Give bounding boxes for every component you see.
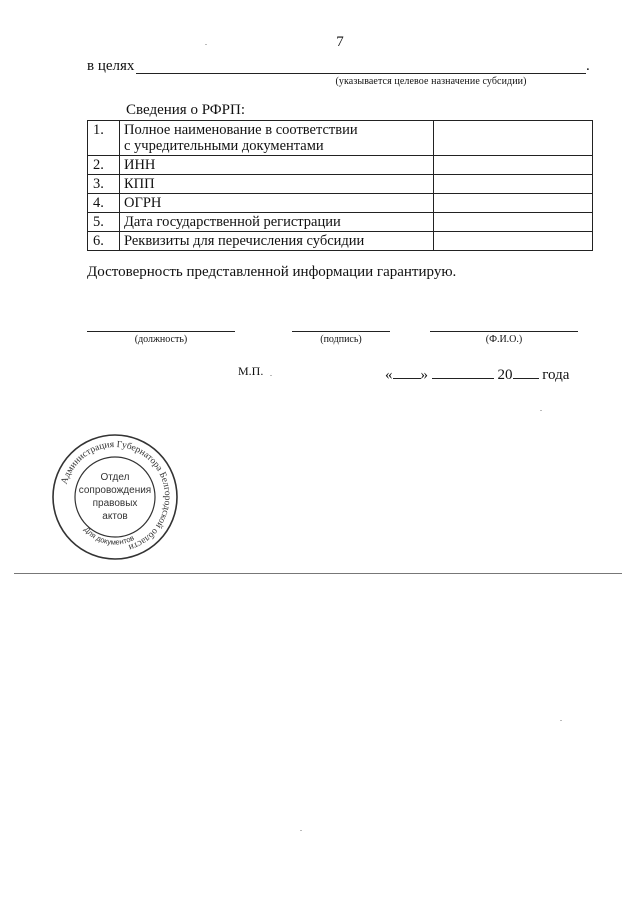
name-signature-line xyxy=(430,331,578,332)
row-value-cell xyxy=(434,175,593,194)
row-number: 6. xyxy=(88,232,120,251)
date-day-blank xyxy=(393,366,421,379)
official-stamp xyxy=(50,432,180,562)
row-label xyxy=(119,232,433,251)
signature-caption: (подпись) xyxy=(320,334,362,345)
row-label-line: Дата государственной регистрации xyxy=(123,214,341,230)
scan-speck xyxy=(205,44,207,45)
scan-speck xyxy=(270,375,272,376)
table-row xyxy=(88,156,593,175)
stamp-place-label: М.П. xyxy=(238,364,264,378)
stamp-line-2: сопровождения xyxy=(78,485,152,496)
row-label xyxy=(119,213,433,232)
date-month-blank xyxy=(432,366,494,379)
row-label xyxy=(119,121,433,156)
purpose-label: в целях xyxy=(87,58,135,74)
section-title: Сведения о РФРП: xyxy=(126,102,245,118)
page-number: 7 xyxy=(336,34,344,50)
row-label-line: Реквизиты для перечисления субсидии xyxy=(123,233,365,249)
stamp-line-3: правовых xyxy=(92,498,138,509)
signature-line xyxy=(292,331,390,332)
position-signature-line xyxy=(87,331,235,332)
row-value-cell xyxy=(434,232,593,251)
row-label xyxy=(119,194,433,213)
purpose-line-end: . xyxy=(586,58,590,74)
date-century: 20 xyxy=(497,367,513,383)
row-value-cell xyxy=(434,156,593,175)
date-open-quote: « xyxy=(385,367,393,383)
row-label-line: ИНН xyxy=(123,157,156,173)
purpose-hint: (указывается целевое назначение субсидии) xyxy=(335,76,527,87)
date-field xyxy=(385,366,569,384)
table-row xyxy=(88,121,593,156)
row-label xyxy=(119,156,433,175)
row-label xyxy=(119,175,433,194)
guarantee-statement: Достоверность представленной информации гарантирую. xyxy=(87,264,457,280)
page-bottom-rule xyxy=(14,573,622,574)
row-value-cell xyxy=(434,121,593,156)
table-row xyxy=(88,194,593,213)
row-number: 4. xyxy=(88,194,120,213)
table-row xyxy=(88,213,593,232)
row-number: 1. xyxy=(88,121,120,156)
row-value-cell xyxy=(434,213,593,232)
stamp-ring-text: Администрация Губернатора Белгородской области xyxy=(59,439,173,552)
row-value-cell xyxy=(434,194,593,213)
row-label-line: КПП xyxy=(123,176,155,192)
stamp-line-4: актов xyxy=(102,511,128,522)
row-number: 5. xyxy=(88,213,120,232)
table-row xyxy=(88,232,593,251)
row-label-line: с учредительными документами xyxy=(123,138,324,154)
row-label-line: Полное наименование в соответствии xyxy=(123,122,358,138)
info-table xyxy=(87,120,593,251)
row-number: 3. xyxy=(88,175,120,194)
purpose-fill-line xyxy=(136,73,586,74)
scan-speck xyxy=(540,410,542,411)
name-caption: (Ф.И.О.) xyxy=(485,334,523,345)
table-row xyxy=(88,175,593,194)
date-year-blank xyxy=(513,366,539,379)
row-number: 2. xyxy=(88,156,120,175)
row-label-line: ОГРН xyxy=(123,195,162,211)
position-caption: (должность) xyxy=(134,334,188,345)
scan-speck xyxy=(300,830,302,831)
scan-speck xyxy=(560,720,562,721)
stamp-bottom-text: Для документов xyxy=(82,524,136,547)
stamp-line-1: Отдел xyxy=(100,472,130,483)
date-close-quote: » xyxy=(420,367,428,383)
date-year-word: года xyxy=(542,367,570,383)
